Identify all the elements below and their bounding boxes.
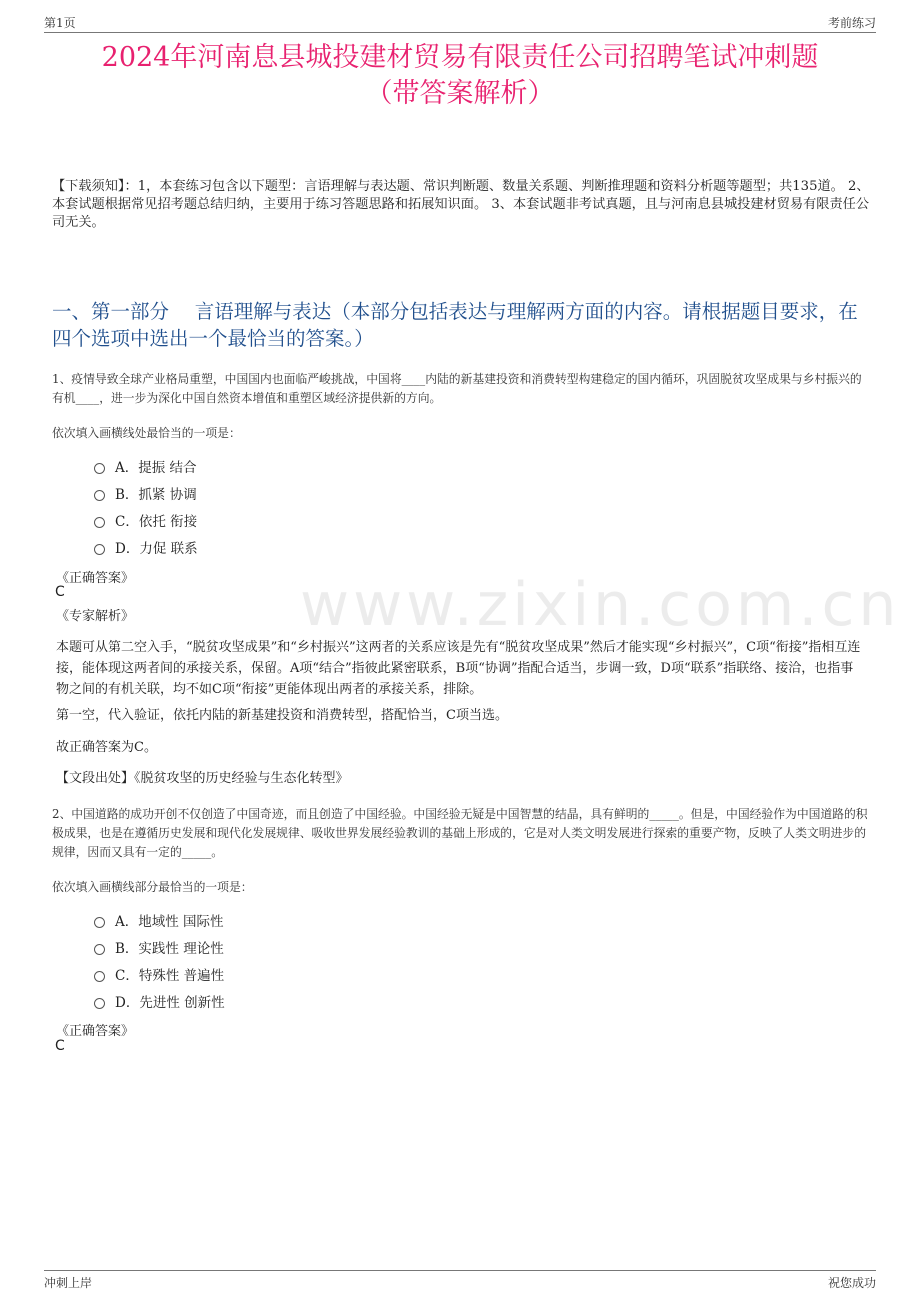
section-heading: 一、第一部分 言语理解与表达（本部分包括表达与理解两方面的内容。请根据题目要求，在四个选项中选出一个最恰当的答案。） <box>52 300 858 350</box>
radio-icon[interactable] <box>94 490 105 501</box>
q1-analysis-para-3: 故正确答案为C。 <box>56 740 157 755</box>
option-label: D．力促 联系 <box>115 541 198 557</box>
page-number: 第1页 <box>44 16 76 30</box>
option-label: A．提振 结合 <box>115 460 197 476</box>
radio-icon[interactable] <box>94 998 105 1009</box>
q2-option-a[interactable] <box>94 910 224 930</box>
q2-answer-label: 《正确答案》 <box>56 1024 135 1039</box>
radio-icon[interactable] <box>94 944 105 955</box>
q1-answer: C <box>55 584 65 600</box>
page-footer <box>44 1270 876 1291</box>
option-label: C．依托 衔接 <box>115 514 198 530</box>
q1-option-c[interactable] <box>94 510 197 530</box>
option-label: B．实践性 理论性 <box>115 941 224 957</box>
footer-right: 祝您成功 <box>827 1276 876 1290</box>
q1-analysis-para-2: 第一空，代入验证，依托内陆的新基建投资和消费转型，搭配恰当，C项当选。 <box>56 708 508 723</box>
q1-analysis-label: 《专家解析》 <box>56 609 135 624</box>
question-2-prompt: 依次填入画横线部分最恰当的一项是： <box>52 880 253 894</box>
footer-left: 冲刺上岸 <box>44 1276 93 1290</box>
q1-option-a[interactable] <box>94 456 197 476</box>
q2-option-d[interactable] <box>94 991 225 1011</box>
radio-icon[interactable] <box>94 463 105 474</box>
option-label: C．特殊性 普遍性 <box>115 968 225 984</box>
question-1-prompt: 依次填入画横线处最恰当的一项是： <box>52 426 241 440</box>
radio-icon[interactable] <box>94 971 105 982</box>
radio-icon[interactable] <box>94 517 105 528</box>
page-header <box>44 12 876 33</box>
q2-option-c[interactable] <box>94 964 224 984</box>
radio-icon[interactable] <box>94 917 105 928</box>
header-tag: 考前练习 <box>827 16 876 30</box>
q1-answer-label: 《正确答案》 <box>56 571 135 586</box>
q1-analysis-para-1: 本题可从第二空入手，“脱贫攻坚成果”和“乡村振兴”这两者的关系应该是先有“脱贫攻坚成果”然后才能实现“乡村振兴”，C项“衔接”指相互连接，能体现这两者间的承接关系，保留。A项“结合”指彼此紧密联系，B项“协调”指配合适当，步调一致，D项“联系”指联络、接洽，也指事物之间的有机关联，均不如C项“衔接”更能体现出两者的承接关系，排除。 <box>56 640 861 697</box>
q1-source: 【文段出处】《脱贫攻坚的历史经验与生态化转型》 <box>56 771 349 786</box>
question-1-text: 1、疫情导致全球产业格局重塑，中国国内也面临严峻挑战，中国将____内陆的新基建投资和消费转型构建稳定的国内循环，巩固脱贫攻坚成果与乡村振兴的有机____，进一步为深化中国自然资本增值和重塑区域经济提供新的方向。 <box>52 372 862 405</box>
doc-title <box>40 40 880 112</box>
q1-option-d[interactable] <box>94 537 198 557</box>
doc-title-line1: 2024年河南息县城投建材贸易有限责任公司招聘笔试冲刺题 <box>101 42 819 73</box>
option-label: B．抓紧 协调 <box>115 487 197 503</box>
radio-icon[interactable] <box>94 544 105 555</box>
option-label: D．先进性 创新性 <box>115 995 225 1011</box>
option-label: A．地域性 国际性 <box>115 914 224 930</box>
q2-option-b[interactable] <box>94 937 224 957</box>
download-notice: 【下载须知】：1，本套练习包含以下题型：言语理解与表达题、常识判断题、数量关系题、判断推理题和资料分析题等题型；共135道。 2、本套试题根据常见招考题总结归纳，主要用于练习答题思路和拓展知识面。 3、本套试题非考试真题，且与河南息县城投建材贸易有限责任公司无关。 <box>52 179 870 230</box>
q1-option-b[interactable] <box>94 483 197 503</box>
q2-answer: C <box>55 1038 65 1054</box>
doc-title-line2: （带答案解析） <box>365 78 555 109</box>
watermark: www.zixin.com.cn <box>300 570 901 640</box>
question-2-text: 2、中国道路的成功开创不仅创造了中国奇迹，而且创造了中国经验。中国经验无疑是中国智慧的结晶，具有鲜明的_____。但是，中国经验作为中国道路的积极成果，也是在遵循历史发展和现代化发展规律、吸收世界发展经验教训的基础上形成的，它是对人类文明发展进行探索的重要产物，反映了人类文明进步的规律，因而又具有一定的_____。 <box>52 807 868 859</box>
